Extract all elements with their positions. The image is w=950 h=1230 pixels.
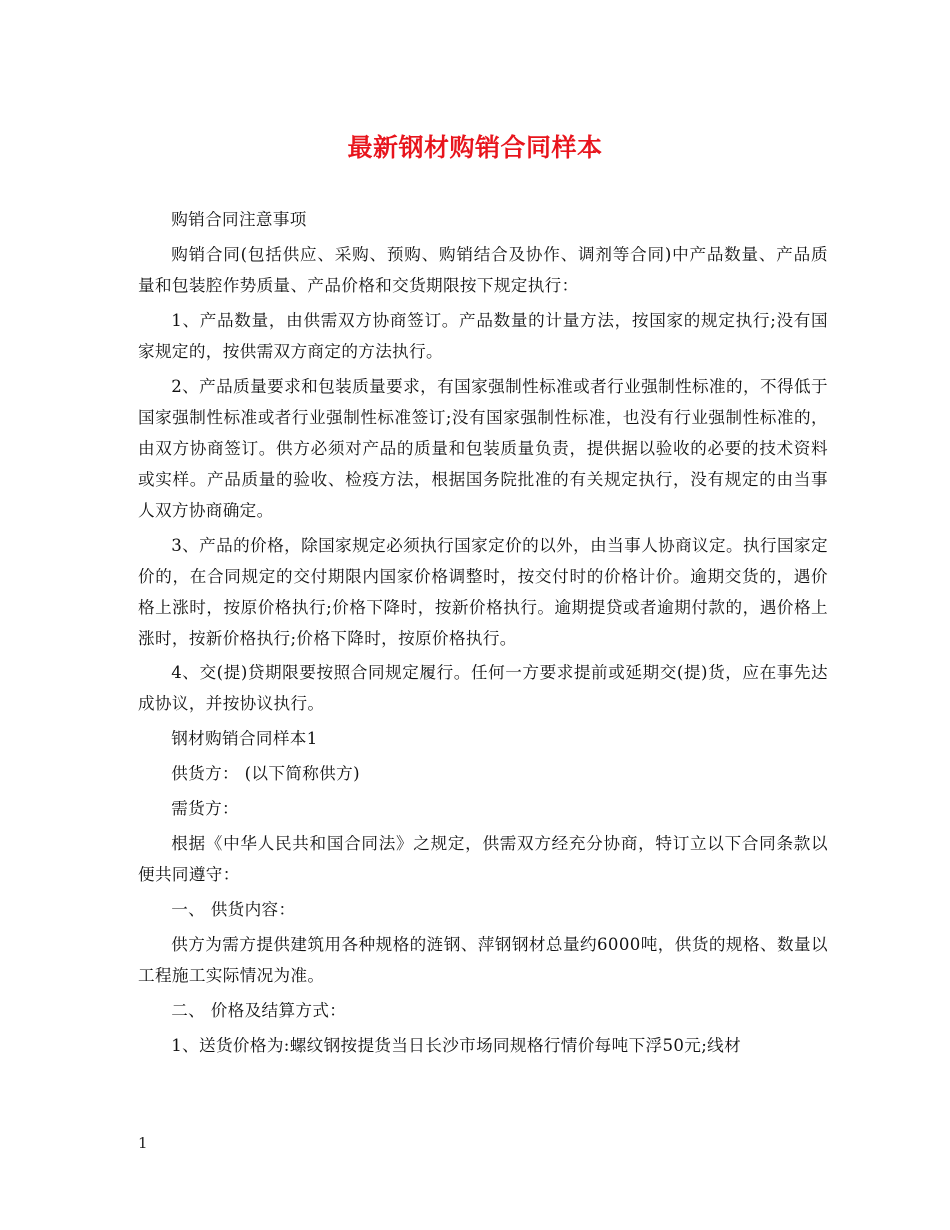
sample-heading: 钢材购销合同样本1 xyxy=(171,729,318,749)
paragraph-intro: 购销合同(包括供应、采购、预购、购销结合及协作、调剂等合同)中产品数量、产品质量和包装腔作势质量、产品价格和交货期限按下规定执行： xyxy=(138,244,828,295)
paragraph-notes-heading: 购销合同注意事项 xyxy=(171,210,307,229)
paragraph-supply-content: 供方为需方提供建筑用各种规格的涟钢、萍钢钢材总量约6000吨，供货的规格、数量以工程施工实际情况为准。 xyxy=(138,934,828,985)
section-supply-heading: 一、 供货内容： xyxy=(171,899,296,919)
buyer-line: 需货方： xyxy=(171,799,239,819)
section-price-heading: 二、 价格及结算方式： xyxy=(171,1000,347,1020)
paragraph-basis: 根据《中华人民共和国合同法》之规定，供需双方经充分协商，特订立以下合同条款以便共同遵守： xyxy=(138,834,828,885)
document-body xyxy=(138,204,828,1064)
paragraph-quantity: 1、产品数量，由供需双方协商签订。产品数量的计量方法，按国家的规定执行;没有国家规定的，按供需双方商定的方法执行。 xyxy=(138,310,828,361)
paragraph-quality: 2、产品质量要求和包装质量要求，有国家强制性标准或者行业强制性标准的，不得低于国家强制性标准或者行业强制性标准签订;没有国家强制性标准，也没有行业强制性标准的，由双方协商签订。供方必须对产品的质量和包装质量负责，提供据以验收的必要的技术资料或实样。产品质量的验收、检疫方法，根据国务院批准的有关规定执行，没有规定的由当事人双方协商确定。 xyxy=(138,376,828,520)
page-number: 1 xyxy=(138,1134,148,1152)
document-title: 最新钢材购销合同样本 xyxy=(347,133,603,162)
paragraph-delivery-price: 1、送货价格为:螺纹钢按提货当日长沙市场同规格行情价每吨下浮50元;线材 xyxy=(171,1035,742,1055)
supplier-line: 供货方： (以下简称供方) xyxy=(171,764,360,784)
paragraph-delivery-period: 4、交(提)贷期限要按照合同规定履行。任何一方要求提前或延期交(提)货，应在事先达成协议，并按协议执行。 xyxy=(138,663,828,714)
paragraph-price: 3、产品的价格，除国家规定必须执行国家定价的以外，由当事人协商议定。执行国家定价的，在合同规定的交付期限内国家价格调整时，按交付时的价格计价。逾期交货的，遇价格上涨时，按原价格执行;价格下降时，按新价格执行。逾期提贷或者逾期付款的，遇价格上涨时，按新价格执行;价格下降时，按原价格执行。 xyxy=(138,535,828,648)
